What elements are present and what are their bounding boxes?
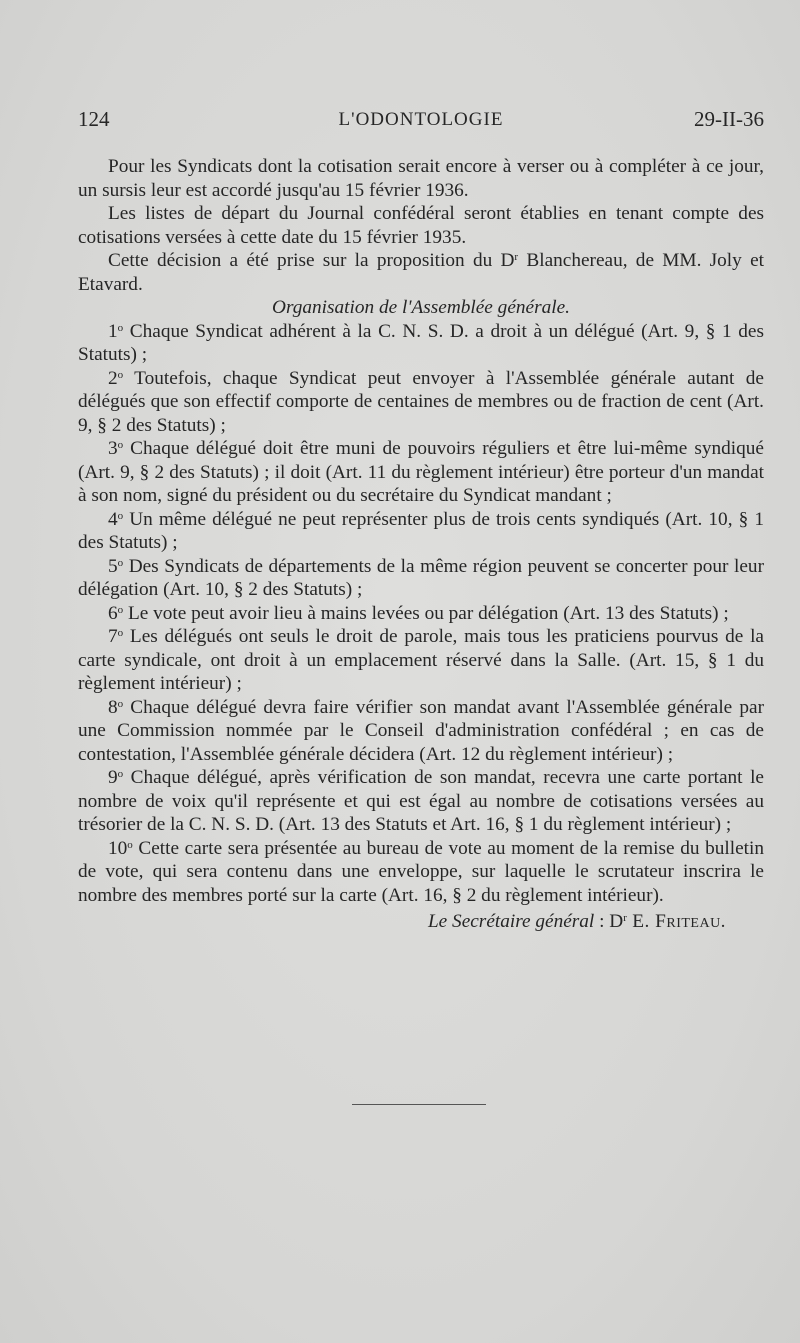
running-title: L'ODONTOLOGIE bbox=[338, 109, 504, 130]
item-sup: o bbox=[117, 321, 124, 334]
item-number: 10 bbox=[108, 837, 128, 859]
item-number: 5 bbox=[108, 555, 118, 577]
section-heading: Organisation de l'Assemblée générale. bbox=[272, 297, 570, 318]
list-item bbox=[78, 437, 764, 508]
page-header bbox=[78, 107, 764, 137]
paragraph-decision bbox=[78, 249, 764, 296]
item-text: Chaque Syndicat adhérent à la C. N. S. D. a droit à un délégué (Art. 9, § 1 des Statuts) ; bbox=[78, 320, 764, 365]
list-item bbox=[78, 766, 764, 837]
end-rule bbox=[352, 1104, 486, 1105]
item-sup: o bbox=[127, 838, 133, 851]
list-item bbox=[78, 320, 764, 367]
item-text: Les délégués ont seuls le droit de parole, mais tous les praticiens pourvus de la carte syndicale, ont droit à un emplacement réservé dans la Salle. (Art. 15, § 1 du règlement intérieur) ; bbox=[78, 626, 764, 694]
item-text: Le vote peut avoir lieu à mains levées ou par délégation (Art. 13 des Statuts) ; bbox=[123, 602, 729, 624]
list-item bbox=[78, 625, 764, 696]
signature-name: E. Friteau. bbox=[626, 911, 726, 932]
item-text: Cette carte sera présentée au bureau de vote au moment de la remise du bulletin de vote, qui sera contenu dans une enveloppe, sur laquelle le scrutateur inscrira le nombre des membres porté sur la carte (Art. 16, § 2 du règlement intérieur). bbox=[78, 837, 764, 906]
item-number: 7 bbox=[108, 626, 118, 647]
page-body bbox=[78, 155, 764, 934]
item-text: Chaque délégué, après vérification de son mandat, recevra une carte portant le nombre de voix qu'il représente et qui est égal au nombre de cotisations versées au trésorier de la C. N. S. D. (Art. 13 des Statuts et Art. 16, § 1 du règlement intérieur) ; bbox=[78, 767, 764, 835]
item-sup: o bbox=[117, 556, 124, 569]
item-text: Toutefois, chaque Syndicat peut envoyer à l'Assemblée générale autant de délégués que son effectif comporte de centaines de membres ou de fraction de cent (Art. 9, § 2 des Statuts) ; bbox=[78, 367, 764, 436]
list-item bbox=[78, 696, 764, 767]
item-sup: o bbox=[117, 768, 124, 780]
item-sup: o bbox=[117, 697, 124, 710]
item-sup: o bbox=[117, 603, 124, 616]
decision-sup: r bbox=[514, 251, 519, 263]
item-text: Chaque délégué doit être muni de pouvoirs réguliers et être lui-même syndiqué (Art. 9, § 2 des Statuts) ; il doit (Art. 11 du règlement intérieur) être porteur d'un mandat à son nom, signé du président ou du secrétaire du Syndicat mandant ; bbox=[78, 438, 764, 506]
item-sup: o bbox=[117, 627, 124, 639]
item-text: Chaque délégué devra faire vérifier son mandat avant l'Assemblée générale par une Commission nommée par le Conseil d'administration confédéral ; en cas de contestation, l'Assemblée générale décidera (Art. 12 du règlement intérieur) ; bbox=[78, 696, 764, 765]
decision-text-a: Cette décision a été prise sur la proposition du D bbox=[108, 250, 515, 271]
item-sup: o bbox=[117, 509, 124, 522]
item-sup: o bbox=[117, 439, 124, 451]
item-number: 9 bbox=[108, 767, 118, 788]
item-number: 4 bbox=[108, 508, 118, 530]
item-text: Des Syndicats de départements de la même région peuvent se concerter pour leur délégation (Art. 10, § 2 des Statuts) ; bbox=[78, 555, 764, 600]
list-item bbox=[78, 508, 764, 555]
list-item bbox=[78, 837, 764, 908]
item-number: 8 bbox=[108, 696, 118, 718]
list-item bbox=[78, 602, 764, 626]
list-item bbox=[78, 367, 764, 438]
item-number: 3 bbox=[108, 438, 118, 459]
page-number: 124 bbox=[78, 107, 110, 131]
item-sup: o bbox=[117, 368, 124, 381]
signature-sup: r bbox=[623, 912, 627, 924]
decision-text-b: Blanchereau, de MM. Joly et Etavard. bbox=[78, 250, 764, 295]
signature-separator: : D bbox=[594, 911, 624, 932]
paragraph-listes: Les listes de départ du Journal confédéral seront établies en tenant compte des cotisations versées à cette date du 15 février 1935. bbox=[78, 203, 764, 248]
signature-role: Le Secrétaire général bbox=[427, 911, 595, 932]
paragraph-sursis: Pour les Syndicats dont la cotisation serait encore à verser ou à compléter à ce jour, un sursis leur est accordé jusqu'au 15 février 1936. bbox=[78, 156, 764, 201]
issue-date: 29-II-36 bbox=[694, 107, 764, 131]
list-item bbox=[78, 555, 764, 602]
item-text: Un même délégué ne peut représenter plus de trois cents syndiqués (Art. 10, § 1 des Statuts) ; bbox=[78, 508, 764, 553]
item-number: 6 bbox=[108, 602, 118, 624]
item-number: 1 bbox=[108, 320, 118, 342]
item-number: 2 bbox=[108, 367, 118, 389]
signature bbox=[78, 910, 764, 934]
